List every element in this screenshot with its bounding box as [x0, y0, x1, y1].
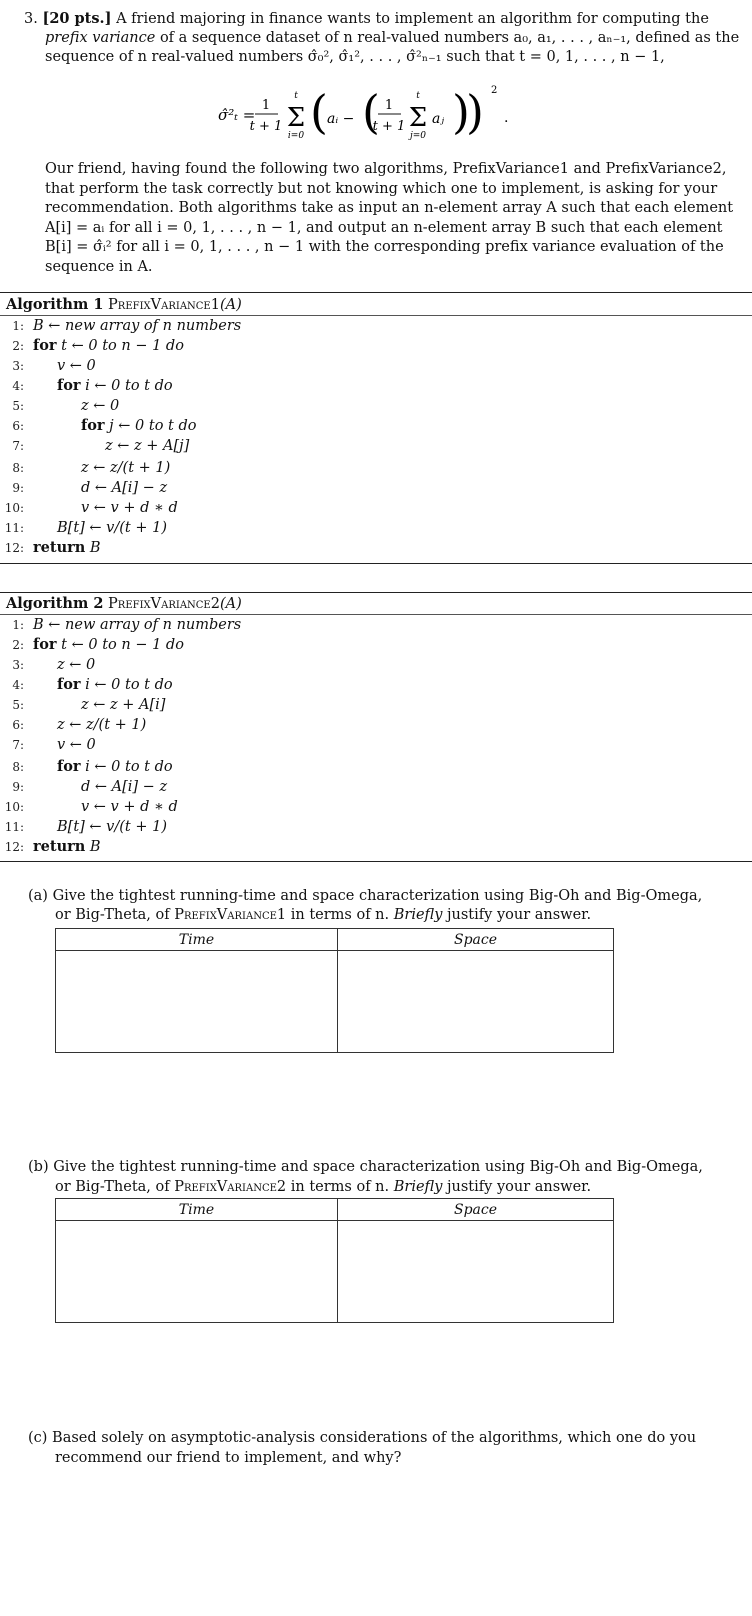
- algo1-statement: B: [89, 540, 101, 556]
- algo1-line-number: 9:: [12, 481, 24, 495]
- algo2-code: [33, 837, 101, 857]
- algo1-line: [0, 356, 96, 376]
- algo2-line-number: 7:: [12, 738, 24, 752]
- algo2-keyword: for: [57, 676, 81, 693]
- algo2-line-number: 5:: [12, 698, 24, 712]
- formula-frac1-den: t + 1: [249, 119, 283, 134]
- part-b-question-1: Give the tightest running-time and space characterization using Big-Oh and Big-Omega,: [53, 1159, 703, 1175]
- algo2-line-number: 1:: [12, 618, 24, 632]
- prefix-variance-term: prefix variance: [45, 30, 156, 46]
- algo1-line: [0, 518, 167, 538]
- algo2-line: [0, 817, 167, 837]
- algo2-statement: z ← z/(t + 1): [57, 717, 147, 733]
- algo1-line-number: 11:: [4, 521, 24, 535]
- part-b-time-answer-cell[interactable]: [56, 1221, 338, 1323]
- part-a-line-2: [55, 906, 591, 925]
- algo1-code: [33, 538, 101, 558]
- algo1-line-number: 7:: [12, 439, 24, 453]
- algo2-line-number: 6:: [12, 718, 24, 732]
- part-b-q2-pre: or Big-Theta, of: [55, 1179, 170, 1195]
- algo2-line-number: 9:: [12, 780, 24, 794]
- formula-sum2-bottom: j=0: [409, 131, 427, 141]
- algo1-code: [57, 356, 96, 376]
- prefix-variance-formula: [200, 78, 540, 153]
- algo2-statement: z ← 0: [57, 657, 96, 673]
- part-a-q2-pre: or Big-Theta, of: [55, 907, 170, 923]
- algo1-name: PrefixVariance1: [108, 297, 220, 313]
- algo1-line-number: 5:: [12, 399, 24, 413]
- algo2-line: [0, 735, 96, 755]
- algo2-line: [0, 777, 168, 797]
- algo1-line-number: 8:: [12, 461, 24, 475]
- part-a-col-time: Time: [56, 929, 338, 951]
- formula-paren-open-outer: (: [310, 85, 328, 139]
- formula-exponent: 2: [491, 85, 498, 96]
- algo1-code: [81, 416, 196, 436]
- part-b-q2-mid: in terms of n.: [290, 1179, 390, 1195]
- algo1-line-number: 6:: [12, 419, 24, 433]
- problem-number: 3.: [24, 11, 38, 27]
- formula-paren-close-outer: ): [466, 85, 484, 139]
- para2-line-2: that perform the task correctly but not knowing which one to implement, is asking for your: [45, 181, 718, 197]
- formula-sum1-bottom: i=0: [287, 131, 305, 141]
- algo2-line: [0, 715, 147, 735]
- algo2-statement: B[t] ← v/(t + 1): [57, 819, 167, 835]
- algo1-line: [0, 396, 120, 416]
- algo2-arg: (A): [219, 596, 242, 612]
- algo1-line-number: 2:: [12, 339, 24, 353]
- algo2-code: [81, 777, 167, 797]
- problem-points: [20 pts.]: [42, 10, 112, 27]
- algo1-statement: z ← 0: [81, 398, 120, 414]
- algo1-statement: i ← 0 to t do: [85, 378, 173, 394]
- algo2-statement: i ← 0 to t do: [85, 759, 173, 775]
- algo1-statement: v ← v + d ∗ d: [81, 500, 178, 516]
- part-a-line-1: [28, 887, 702, 906]
- algo2-line: [0, 635, 184, 655]
- part-b-q2-em: Briefly: [393, 1179, 443, 1195]
- algo2-line-number: 10:: [4, 800, 24, 814]
- part-b-space-answer-cell[interactable]: [338, 1221, 614, 1323]
- algo2-line: [0, 655, 96, 675]
- algo1-bottom-rule: [0, 563, 752, 564]
- algo2-code: [81, 797, 178, 817]
- algo1-code: [33, 316, 241, 336]
- algo2-code: [57, 715, 146, 735]
- part-c-question-1: Based solely on asymptotic-analysis considerations of the algorithms, which one do you: [52, 1430, 697, 1446]
- algo2-line: [0, 757, 173, 777]
- problem-intro-line-3: sequence of n real-valued numbers σ̂₀², σ̂₁², . . . , σ̂²ₙ₋₁ such that t = 0, 1, . . . , n − 1,: [45, 49, 665, 65]
- para2-line-1: Our friend, having found the following two algorithms, PrefixVariance1 and PrefixVariance2,: [45, 161, 727, 177]
- algo2-bottom-rule: [0, 861, 752, 862]
- part-a-q2-post: justify your answer.: [447, 907, 592, 923]
- algo1-line-number: 4:: [12, 379, 24, 393]
- algo2-top-rule: [0, 592, 752, 593]
- para2-line-6: sequence in A.: [45, 259, 153, 275]
- algo1-statement: B[t] ← v/(t + 1): [57, 520, 167, 536]
- algo2-keyword: for: [57, 758, 81, 775]
- algo2-statement: d ← A[i] − z: [81, 779, 168, 795]
- algo1-statement: v ← 0: [57, 358, 96, 374]
- algo1-code: [105, 436, 189, 456]
- algo1-line: [0, 458, 171, 478]
- algo2-caption: [6, 594, 242, 614]
- formula-frac1-num: 1: [261, 98, 271, 113]
- algo1-caption: [6, 295, 242, 315]
- algo1-code: [81, 478, 167, 498]
- part-b-q2-post: justify your answer.: [447, 1179, 592, 1195]
- algo2-statement: B ← new array of n numbers: [33, 617, 242, 633]
- algo1-line: [0, 478, 168, 498]
- algo2-line: [0, 675, 173, 695]
- part-b-col-time: Time: [56, 1199, 338, 1221]
- formula-ai: aᵢ −: [327, 111, 355, 127]
- algorithm2-listing: [0, 615, 752, 863]
- algo1-line: [0, 316, 242, 336]
- formula-paren-close-inner: ): [452, 85, 470, 139]
- part-a-q2-name: PrefixVariance1: [174, 907, 287, 923]
- algo2-statement: z ← z + A[i]: [81, 697, 166, 713]
- part-b-answer-table: [55, 1198, 614, 1323]
- algo1-keyword: for: [33, 337, 57, 354]
- part-a-q2-em: Briefly: [393, 907, 443, 923]
- para2-line-4: A[i] = aᵢ for all i = 0, 1, . . . , n − 1, and output an n-element array B such that each element: [45, 220, 723, 236]
- algo2-code: [57, 735, 96, 755]
- algo1-statement: z ← z/(t + 1): [81, 460, 171, 476]
- algo1-statement: d ← A[i] − z: [81, 480, 168, 496]
- algo2-line-number: 3:: [12, 658, 24, 672]
- algo2-name: PrefixVariance2: [108, 596, 220, 612]
- algo1-line-number: 12:: [4, 541, 24, 555]
- algo2-line-number: 8:: [12, 760, 24, 774]
- formula-sum1-top: t: [294, 91, 298, 101]
- algo1-keyword: return: [33, 539, 86, 556]
- formula-sum1-sigma: Σ: [286, 103, 306, 133]
- formula-aj: aⱼ: [432, 111, 445, 127]
- problem-intro-2: of a sequence dataset of n real-valued numbers a₀, a₁, . . . , aₙ₋₁, defined as the: [159, 30, 740, 46]
- algo1-statement: B ← new array of n numbers: [33, 318, 242, 334]
- algo1-line: [0, 498, 178, 518]
- algo2-statement: v ← 0: [57, 737, 96, 753]
- algo2-statement: i ← 0 to t do: [85, 677, 173, 693]
- algo1-code: [57, 376, 173, 396]
- algo2-line: [0, 837, 101, 857]
- algo2-label: Algorithm 2: [6, 595, 104, 612]
- algo1-keyword: for: [57, 377, 81, 394]
- algo2-line-number: 4:: [12, 678, 24, 692]
- algorithm1-listing: [0, 316, 752, 564]
- formula-frac2-den: t + 1: [372, 119, 406, 134]
- algo1-line: [0, 336, 184, 356]
- algo1-line: [0, 416, 197, 436]
- formula-sum2-sigma: Σ: [408, 103, 428, 133]
- algo2-line: [0, 615, 242, 635]
- algo2-statement: t ← 0 to n − 1 do: [61, 637, 184, 653]
- part-a-question-1: Give the tightest running-time and space characterization using Big-Oh and Big-Omega,: [52, 888, 703, 904]
- part-a-label: (a): [28, 888, 48, 904]
- problem-intro-line-2: [45, 29, 739, 48]
- algo1-line-number: 1:: [12, 319, 24, 333]
- algo2-code: [57, 817, 167, 837]
- algo1-keyword: for: [81, 417, 105, 434]
- part-b-q2-name: PrefixVariance2: [174, 1179, 287, 1195]
- algo1-top-rule: [0, 292, 752, 293]
- algo1-line: [0, 538, 101, 558]
- algo2-code: [57, 675, 173, 695]
- algo2-keyword: return: [33, 838, 86, 855]
- algo1-arg: (A): [219, 297, 242, 313]
- algo1-line-number: 10:: [4, 501, 24, 515]
- part-b-line-2: [55, 1178, 591, 1197]
- part-c-line-2: recommend our friend to implement, and why?: [55, 1450, 402, 1466]
- part-b-label: (b): [28, 1159, 49, 1175]
- algo1-statement: j ← 0 to t do: [109, 418, 197, 434]
- formula-lhs: σ̂²ₜ =: [218, 106, 256, 124]
- algo2-code: [57, 655, 95, 675]
- formula-period: .: [504, 110, 509, 126]
- algo1-code: [33, 336, 184, 356]
- part-a-q2-mid: in terms of n.: [290, 907, 390, 923]
- problem-header: [24, 9, 709, 29]
- algo2-keyword: for: [33, 636, 57, 653]
- part-c-label: (c): [28, 1430, 48, 1446]
- part-a-answer-table: [55, 928, 614, 1053]
- algo2-line-number: 11:: [4, 820, 24, 834]
- algo2-code: [57, 757, 173, 777]
- algo2-line-number: 2:: [12, 638, 24, 652]
- algo2-code: [81, 695, 165, 715]
- algo2-line: [0, 797, 178, 817]
- part-a-col-space: Space: [338, 929, 614, 951]
- algo1-label: Algorithm 1: [6, 296, 104, 313]
- algo2-code: [33, 615, 241, 635]
- algo1-code: [81, 498, 178, 518]
- part-a-time-answer-cell[interactable]: [56, 951, 338, 1053]
- problem-intro-1: A friend majoring in finance wants to implement an algorithm for computing the: [116, 11, 709, 27]
- para2-line-5: B[i] = σ̂ᵢ² for all i = 0, 1, . . . , n − 1 with the corresponding prefix variance evaluation of the: [45, 239, 724, 255]
- para2-line-3: recommendation. Both algorithms take as input an n-element array A such that each element: [45, 200, 734, 216]
- algo1-line-number: 3:: [12, 359, 24, 373]
- algo1-statement: z ← z + A[j]: [105, 438, 190, 454]
- part-c-line-1: [28, 1429, 696, 1448]
- algo1-statement: t ← 0 to n − 1 do: [61, 338, 184, 354]
- formula-frac2-num: 1: [384, 98, 394, 113]
- formula-sum2-top: t: [416, 91, 420, 101]
- formula-paren-open-inner: (: [362, 85, 380, 139]
- algo1-line: [0, 376, 173, 396]
- algo2-line: [0, 695, 166, 715]
- algo1-code: [81, 396, 119, 416]
- algo1-code: [81, 458, 170, 478]
- algo1-code: [57, 518, 167, 538]
- algo2-statement: v ← v + d ∗ d: [81, 799, 178, 815]
- part-b-col-space: Space: [338, 1199, 614, 1221]
- algo2-code: [33, 635, 184, 655]
- algo2-statement: B: [89, 839, 101, 855]
- algo2-line-number: 12:: [4, 840, 24, 854]
- part-b-line-1: [28, 1158, 703, 1177]
- part-a-space-answer-cell[interactable]: [338, 951, 614, 1053]
- algo1-line: [0, 436, 190, 456]
